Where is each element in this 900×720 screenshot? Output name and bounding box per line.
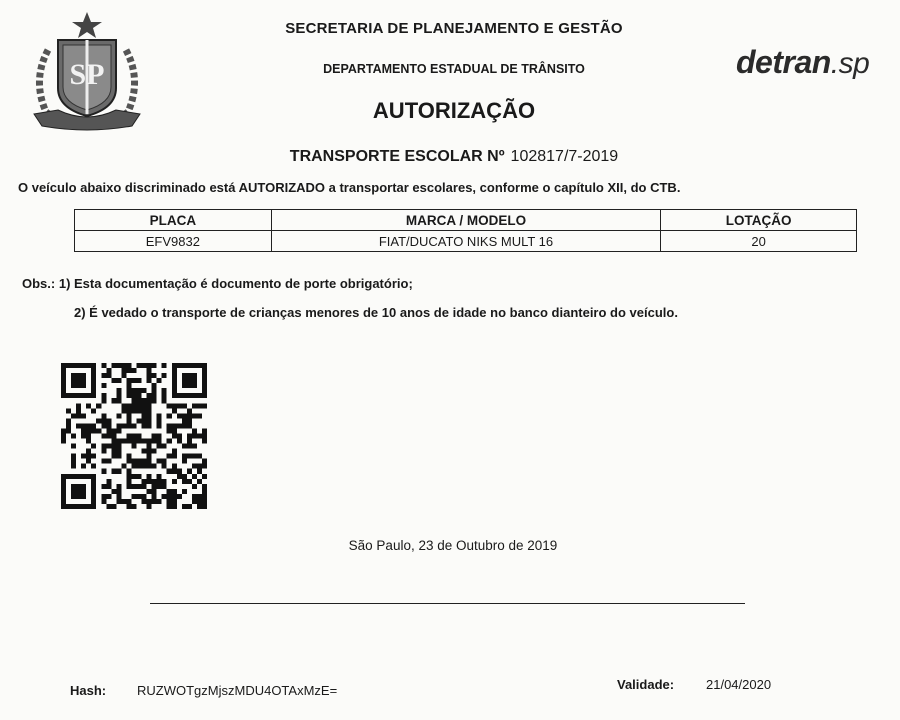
qr-code [60,363,208,509]
logo-suffix-text: .sp [830,47,870,80]
document-type-label: TRANSPORTE ESCOLAR Nº [289,148,505,165]
authorization-statement: O veículo abaixo discriminado está AUTORIZADO a transportar escolares, conforme o capítulo XII, do CTB. [18,180,681,195]
marca-modelo-header: MARCA / MODELO [271,210,660,231]
observation-1: Obs.: 1) Esta documentação é documento de porte obrigatório; [22,276,413,291]
placa-value: EFV9832 [75,231,272,252]
table-header-row [75,210,857,231]
table-row [75,231,857,252]
hash-label: Hash: [70,683,107,698]
lotacao-value: 20 [661,231,857,252]
vehicle-table [74,209,857,252]
logo-main-text: detran [736,44,831,80]
observation-2: 2) É vedado o transporte de crianças menores de 10 anos de idade no banco dianteiro do veículo. [74,305,678,320]
lotacao-header: LOTAÇÃO [661,210,857,231]
detran-logo [736,44,869,81]
hash-value: RUZWOTgzMjszMDU4OTAxMzE= [137,683,338,698]
validity-value: 21/04/2020 [706,677,772,692]
departamento-heading: DEPARTAMENTO ESTADUAL DE TRÂNSITO [323,62,585,76]
svg-text:SP: SP [69,58,105,91]
document-number: 102817/7-2019 [510,148,619,165]
validity-label: Validade: [617,677,675,692]
marca-modelo-value: FIAT/DUCATO NIKS MULT 16 [271,231,660,252]
secretaria-heading: SECRETARIA DE PLANEJAMENTO E GESTÃO [285,20,623,37]
placa-header: PLACA [75,210,272,231]
document-number-line [0,148,900,166]
place-and-date: São Paulo, 23 de Outubro de 2019 [348,538,558,553]
signature-line [150,603,745,604]
page-title: AUTORIZAÇÃO [372,98,536,123]
